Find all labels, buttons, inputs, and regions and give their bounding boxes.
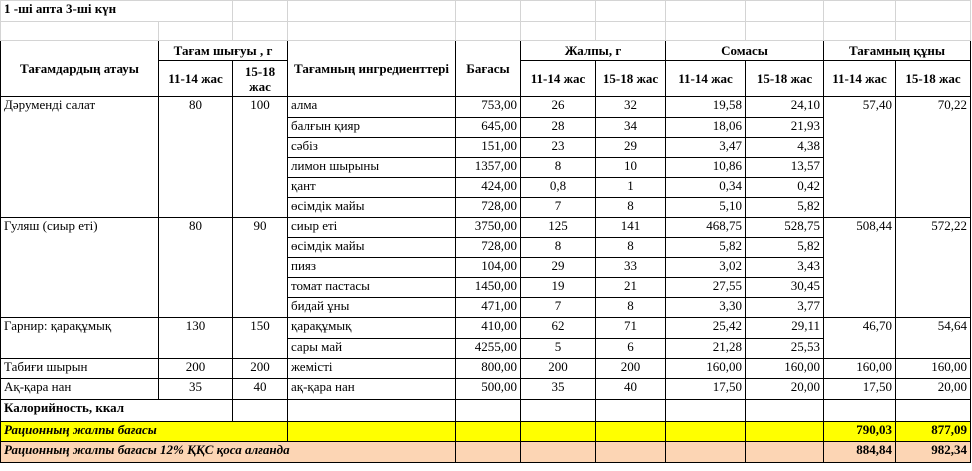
weight-11-14: 8: [521, 238, 596, 258]
sum-11-14: 17,50: [666, 379, 746, 400]
header-age-11-14: 11-14 жас: [824, 61, 896, 97]
ingredient-price: 151,00: [456, 138, 521, 158]
table-row: [1, 318, 971, 339]
header-age-11-14: 11-14 жас: [521, 61, 596, 97]
weight-11-14: 7: [521, 298, 596, 318]
vat-cost-11-14: 884,84: [824, 442, 896, 463]
header-total-weight: Жалпы, г: [521, 41, 666, 61]
header-ingredients: Тағамның ингредиенттері: [288, 41, 456, 97]
dish-cost-15-18: 54,64: [896, 318, 971, 359]
dish-yield-15-18: 200: [233, 359, 288, 379]
calories-row: [1, 400, 971, 422]
header-dish-name: Тағамдардың атауы: [1, 41, 159, 97]
sum-15-18: 24,10: [746, 97, 824, 118]
dish-name: Табиғи шырын: [1, 359, 159, 379]
ingredient-name: лимон шырыны: [288, 158, 456, 178]
sum-15-18: 21,93: [746, 118, 824, 138]
sum-11-14: 25,42: [666, 318, 746, 339]
dish-cost-11-14: 46,70: [824, 318, 896, 359]
header-price: Бағасы: [456, 41, 521, 97]
ingredient-price: 800,00: [456, 359, 521, 379]
header-age-11-14: 11-14 жас: [159, 61, 233, 97]
dish-cost-11-14: 508,44: [824, 218, 896, 318]
ingredient-name: пияз: [288, 258, 456, 278]
sum-11-14: 3,47: [666, 138, 746, 158]
weight-11-14: 8: [521, 158, 596, 178]
sum-15-18: 25,53: [746, 339, 824, 359]
weight-11-14: 200: [521, 359, 596, 379]
ingredient-price: 1357,00: [456, 158, 521, 178]
weight-15-18: 1: [596, 178, 666, 198]
ingredient-name: балғын қияр: [288, 118, 456, 138]
ingredient-name: өсімдік майы: [288, 238, 456, 258]
header-age-15-18: 15-18 жас: [746, 61, 824, 97]
ingredient-name: бидай ұны: [288, 298, 456, 318]
table-row: [1, 97, 971, 118]
header-age-15-18: 15-18 жас: [896, 61, 971, 97]
sum-11-14: 21,28: [666, 339, 746, 359]
weight-11-14: 26: [521, 97, 596, 118]
dish-yield-11-14: 35: [159, 379, 233, 400]
ingredient-price: 424,00: [456, 178, 521, 198]
dish-cost-15-18: 70,22: [896, 97, 971, 218]
sum-11-14: 0,34: [666, 178, 746, 198]
dish-name: Ақ-қара нан: [1, 379, 159, 400]
ingredient-price: 410,00: [456, 318, 521, 339]
ingredient-price: 728,00: [456, 238, 521, 258]
dish-yield-11-14: 200: [159, 359, 233, 379]
sum-11-14: 19,58: [666, 97, 746, 118]
sum-15-18: 528,75: [746, 218, 824, 238]
header-age-15-18: 15-18 жас: [233, 61, 288, 97]
sum-11-14: 160,00: [666, 359, 746, 379]
sum-11-14: 3,30: [666, 298, 746, 318]
ingredient-name: қарақұмық: [288, 318, 456, 339]
dish-yield-15-18: 90: [233, 218, 288, 318]
weight-15-18: 8: [596, 238, 666, 258]
sum-15-18: 3,77: [746, 298, 824, 318]
table-row: [1, 359, 971, 379]
weight-15-18: 34: [596, 118, 666, 138]
dish-cost-15-18: 160,00: [896, 359, 971, 379]
weight-15-18: 29: [596, 138, 666, 158]
weight-11-14: 0,8: [521, 178, 596, 198]
vat-cost-label: Рационның жалпы бағасы 12% ҚҚС қоса алғанда: [1, 442, 456, 463]
weight-15-18: 32: [596, 97, 666, 118]
ingredient-name: ақ-қара нан: [288, 379, 456, 400]
sheet-title: 1 -ші апта 3-ші күн: [1, 1, 233, 22]
ingredient-price: 645,00: [456, 118, 521, 138]
weight-15-18: 8: [596, 198, 666, 218]
dish-name: Гарнир: қарақұмық: [1, 318, 159, 359]
sum-15-18: 3,43: [746, 258, 824, 278]
weight-15-18: 200: [596, 359, 666, 379]
weight-11-14: 29: [521, 258, 596, 278]
sum-15-18: 4,38: [746, 138, 824, 158]
dish-yield-11-14: 80: [159, 218, 233, 318]
sum-15-18: 30,45: [746, 278, 824, 298]
sum-15-18: 5,82: [746, 238, 824, 258]
ingredient-price: 500,00: [456, 379, 521, 400]
ingredient-name: сәбіз: [288, 138, 456, 158]
ingredient-price: 104,00: [456, 258, 521, 278]
ingredient-price: 728,00: [456, 198, 521, 218]
sum-11-14: 10,86: [666, 158, 746, 178]
sum-11-14: 5,10: [666, 198, 746, 218]
total-cost-11-14: 790,03: [824, 422, 896, 442]
weight-11-14: 7: [521, 198, 596, 218]
dish-name: Дәруменді салат: [1, 97, 159, 218]
ingredient-name: сиыр еті: [288, 218, 456, 238]
dish-yield-11-14: 130: [159, 318, 233, 359]
table-row: [1, 218, 971, 238]
sum-11-14: 5,82: [666, 238, 746, 258]
weight-11-14: 23: [521, 138, 596, 158]
sum-15-18: 13,57: [746, 158, 824, 178]
ingredient-name: сары май: [288, 339, 456, 359]
weight-15-18: 10: [596, 158, 666, 178]
total-cost-15-18: 877,09: [896, 422, 971, 442]
header-age-11-14: 11-14 жас: [666, 61, 746, 97]
ingredient-name: томат пастасы: [288, 278, 456, 298]
dish-name: Гуляш (сиыр еті): [1, 218, 159, 318]
vat-cost-15-18: 982,34: [896, 442, 971, 463]
weight-11-14: 28: [521, 118, 596, 138]
weight-15-18: 141: [596, 218, 666, 238]
dish-cost-15-18: 20,00: [896, 379, 971, 400]
ingredient-name: өсімдік майы: [288, 198, 456, 218]
dish-yield-15-18: 150: [233, 318, 288, 359]
weight-11-14: 19: [521, 278, 596, 298]
vat-cost-row: [1, 442, 971, 463]
ingredient-price: 471,00: [456, 298, 521, 318]
ingredient-price: 3750,00: [456, 218, 521, 238]
weight-11-14: 62: [521, 318, 596, 339]
weight-15-18: 21: [596, 278, 666, 298]
header-dish-cost: Тағамның құны: [824, 41, 971, 61]
weight-15-18: 71: [596, 318, 666, 339]
total-cost-row: [1, 422, 971, 442]
ingredient-price: 1450,00: [456, 278, 521, 298]
weight-11-14: 125: [521, 218, 596, 238]
sum-11-14: 27,55: [666, 278, 746, 298]
dish-cost-11-14: 17,50: [824, 379, 896, 400]
sum-15-18: 20,00: [746, 379, 824, 400]
sum-15-18: 160,00: [746, 359, 824, 379]
weight-15-18: 33: [596, 258, 666, 278]
calories-label: Калорийность, ккал: [1, 400, 233, 422]
ingredient-name: қант: [288, 178, 456, 198]
dish-yield-15-18: 100: [233, 97, 288, 218]
sum-15-18: 0,42: [746, 178, 824, 198]
weight-15-18: 6: [596, 339, 666, 359]
ingredient-price: 4255,00: [456, 339, 521, 359]
ingredient-price: 753,00: [456, 97, 521, 118]
sum-15-18: 29,11: [746, 318, 824, 339]
header-yield: Тағам шығуы , г: [159, 41, 288, 61]
header-age-15-18: 15-18 жас: [596, 61, 666, 97]
dish-yield-15-18: 40: [233, 379, 288, 400]
dish-cost-11-14: 160,00: [824, 359, 896, 379]
sum-11-14: 3,02: [666, 258, 746, 278]
weight-15-18: 40: [596, 379, 666, 400]
dish-yield-11-14: 80: [159, 97, 233, 218]
weight-11-14: 5: [521, 339, 596, 359]
weight-11-14: 35: [521, 379, 596, 400]
ingredient-name: жемісті: [288, 359, 456, 379]
ingredient-name: алма: [288, 97, 456, 118]
sum-11-14: 18,06: [666, 118, 746, 138]
header-sum: Сомасы: [666, 41, 824, 61]
weight-15-18: 8: [596, 298, 666, 318]
total-cost-label: Рационның жалпы бағасы: [1, 422, 288, 442]
sum-11-14: 468,75: [666, 218, 746, 238]
dish-cost-15-18: 572,22: [896, 218, 971, 318]
table-row: [1, 379, 971, 400]
dish-cost-11-14: 57,40: [824, 97, 896, 218]
sum-15-18: 5,82: [746, 198, 824, 218]
